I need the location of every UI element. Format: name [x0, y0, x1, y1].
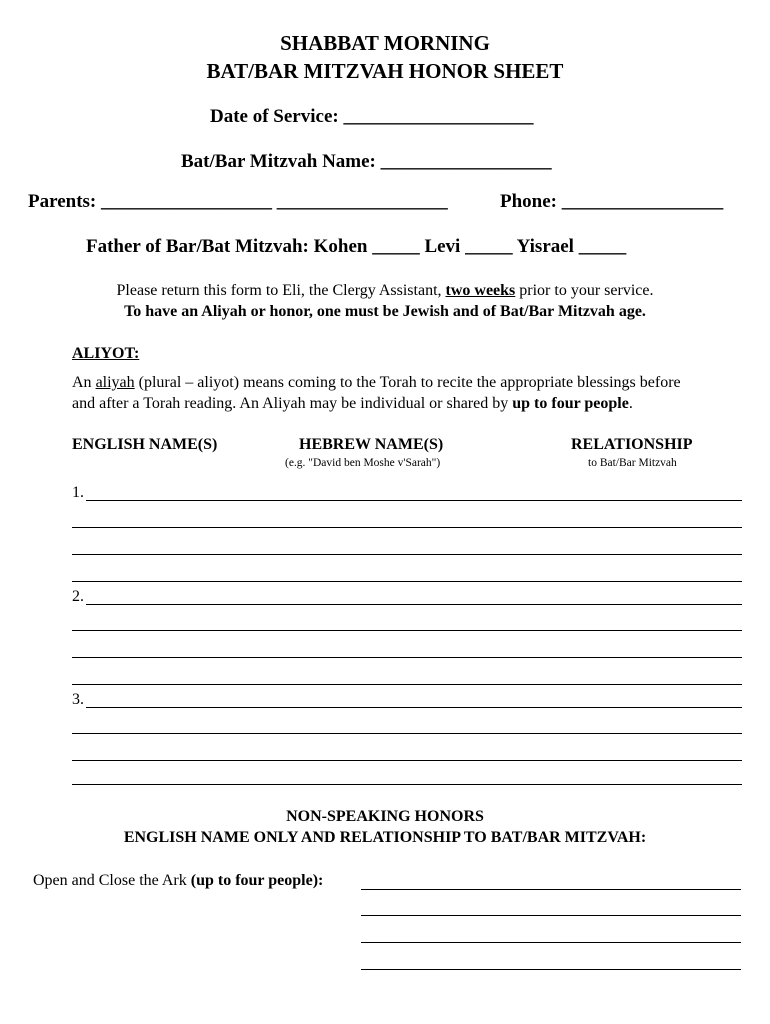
column-hebrew-name: HEBREW NAME(S): [299, 436, 444, 453]
return-instruction: [0, 282, 770, 300]
phone-field[interactable]: Phone: _________________: [500, 191, 724, 212]
aliyot-desc-pre: An: [72, 374, 96, 391]
ark-line-1[interactable]: [361, 889, 741, 890]
ark-label-bold: (up to four people):: [190, 872, 324, 889]
aliyot-description-line2: [72, 395, 633, 413]
column-hebrew-hint: (e.g. "David ben Moshe v'Sarah"): [285, 457, 441, 469]
aliyot-desc2-bold: up to four people: [512, 395, 629, 412]
entry-1-line-3[interactable]: [72, 554, 742, 555]
entry-2-line-1[interactable]: [86, 604, 742, 605]
column-english-name: ENGLISH NAME(S): [72, 436, 218, 453]
non-speaking-subheading: ENGLISH NAME ONLY AND RELATIONSHIP TO BAT/BAR MITZVAH:: [123, 829, 647, 846]
aliyot-desc2-post: .: [628, 395, 633, 412]
ark-label-pre: Open and Close the Ark: [33, 872, 191, 889]
father-tribe-field[interactable]: Father of Bar/Bat Mitzvah: Kohen _____ Levi _____ Yisrael _____: [86, 236, 627, 257]
entry-1-line-2[interactable]: [72, 527, 742, 528]
eligibility-note: To have an Aliyah or honor, one must be Jewish and of Bat/Bar Mitzvah age.: [124, 303, 646, 320]
aliyot-heading: ALIYOT:: [72, 345, 140, 362]
return-text-post: prior to your service.: [515, 282, 654, 299]
entry-3-line-1[interactable]: [86, 707, 742, 708]
aliyot-desc-mid: (plural – aliyot) means coming to the Torah to recite the appropriate blessings before: [134, 374, 681, 391]
column-relationship-hint: to Bat/Bar Mitzvah: [588, 457, 677, 469]
entry-1-line-1[interactable]: [86, 500, 742, 501]
entry-number-2: 2.: [72, 588, 84, 605]
ark-line-2[interactable]: [361, 915, 741, 916]
return-text-pre: Please return this form to Eli, the Clergy Assistant,: [116, 282, 446, 299]
aliyot-description-line1: [72, 374, 681, 392]
two-weeks-emphasis: two weeks: [445, 282, 516, 299]
title-line-1: SHABBAT MORNING: [280, 31, 490, 55]
column-relationship: RELATIONSHIP: [571, 436, 693, 453]
aliyot-desc2-pre: and after a Torah reading. An Aliyah may be individual or shared by: [72, 395, 513, 412]
title-line-2: BAT/BAR MITZVAH HONOR SHEET: [206, 59, 564, 83]
date-of-service-field[interactable]: Date of Service: ____________________: [210, 106, 534, 127]
entry-2-line-2[interactable]: [72, 630, 742, 631]
parents-field[interactable]: Parents: __________________ __________________: [28, 191, 448, 212]
entry-1-line-4[interactable]: [72, 581, 742, 582]
ark-line-4[interactable]: [361, 969, 741, 970]
mitzvah-name-field[interactable]: Bat/Bar Mitzvah Name: __________________: [181, 151, 552, 172]
aliyah-term: aliyah: [95, 374, 135, 391]
entry-number-3: 3.: [72, 691, 84, 708]
entry-3-line-2[interactable]: [72, 733, 742, 734]
ark-line-3[interactable]: [361, 942, 741, 943]
non-speaking-heading: NON-SPEAKING HONORS: [286, 808, 484, 825]
ark-honor-label: [33, 872, 323, 890]
entry-2-line-4[interactable]: [72, 684, 742, 685]
entry-3-line-4[interactable]: [72, 784, 742, 785]
entry-2-line-3[interactable]: [72, 657, 742, 658]
entry-3-line-3[interactable]: [72, 760, 742, 761]
entry-number-1: 1.: [72, 484, 84, 501]
